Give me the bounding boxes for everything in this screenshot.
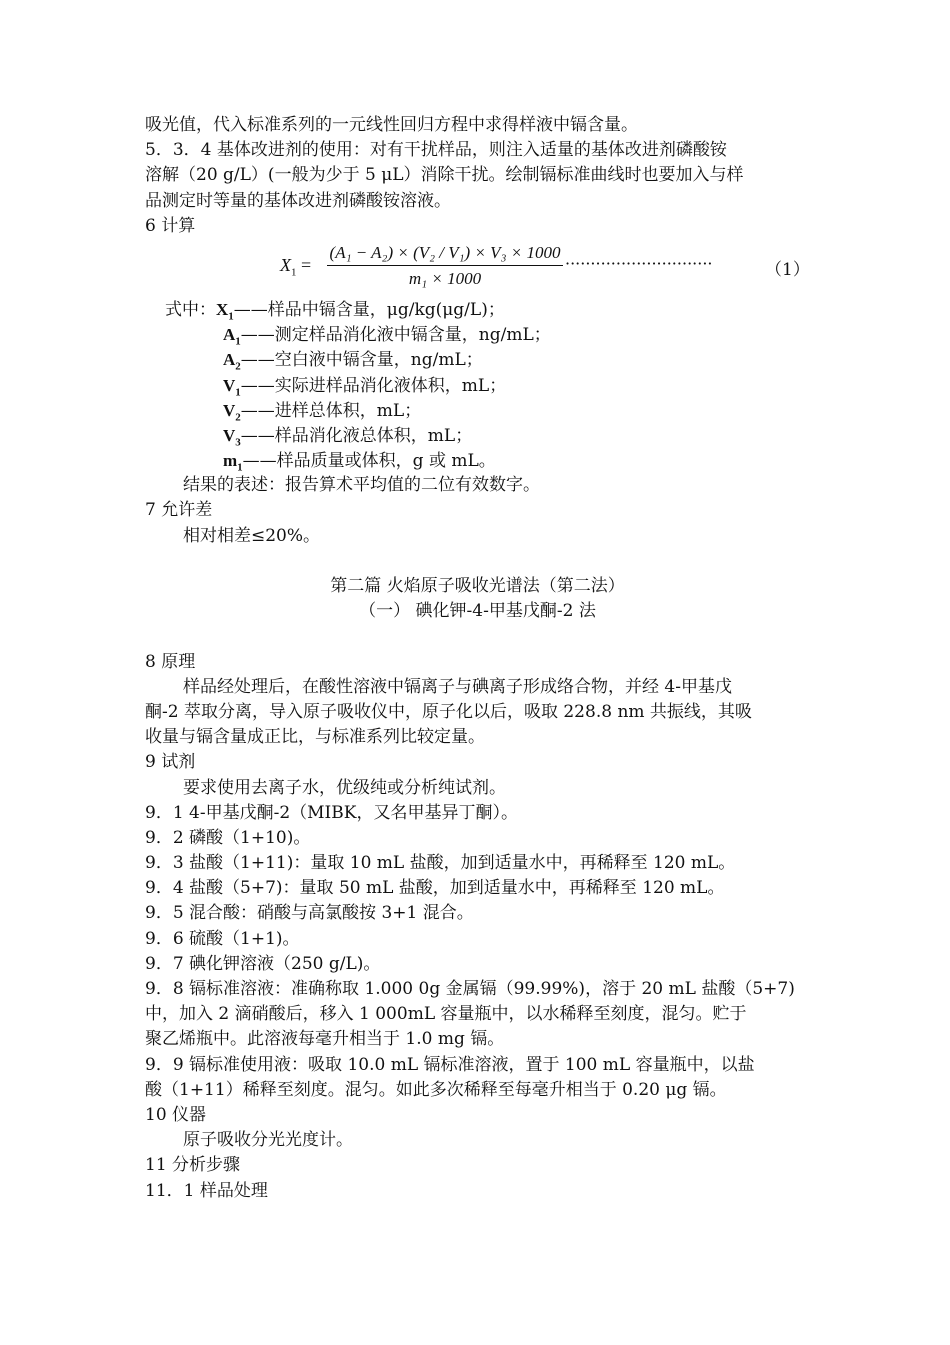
variable-symbol: $m_1$ bbox=[223, 451, 243, 474]
blank-line bbox=[145, 624, 810, 649]
variable-symbol: $X_1$ bbox=[216, 299, 234, 323]
formula-denominator: m₁ × 1000 bbox=[408, 268, 482, 288]
variable-row-6 bbox=[145, 423, 810, 448]
section-9-intro: 要求使用去离子水，优级纯或分析纯试剂。 bbox=[183, 777, 506, 798]
section-7-text: 相对相差≤20%。 bbox=[183, 525, 321, 546]
variable-desc: ——样品消化液总体积，mL； bbox=[240, 425, 473, 446]
variable-row-7 bbox=[145, 448, 810, 473]
variable-symbol: $A_2$ bbox=[223, 350, 241, 373]
clause-5-3-4: 5．3．4 基体改进剂的使用：对有干扰样品，则注入适量的基体改进剂磷酸铵 bbox=[145, 140, 727, 161]
variable-symbol: $V_3$ bbox=[223, 425, 241, 449]
section-10-text: 原子吸收分光光度计。 bbox=[183, 1130, 353, 1151]
reagent-item: 9．2 磷酸（1+10)。 bbox=[145, 827, 311, 848]
paragraph-line: 品测定时等量的基体改进剂磷酸铵溶液。 bbox=[145, 190, 451, 211]
variable-symbol: $A_1$ bbox=[223, 325, 241, 348]
variable-row-1 bbox=[145, 297, 810, 322]
section-8-heading: 8 原理 bbox=[145, 651, 196, 672]
equation-number: （1） bbox=[765, 259, 810, 280]
paragraph-line: 酸（1+11）稀释至刻度。混匀。如此多次稀释至每毫升相当于 0.20 μg 镉。 bbox=[145, 1079, 727, 1100]
formula-lhs: $X_1$ = bbox=[280, 254, 312, 279]
variable-row-4 bbox=[145, 373, 810, 398]
part-2-title: 第二篇 火焰原子吸收光谱法（第二法） bbox=[330, 576, 625, 596]
reagent-item: 9．5 混合酸：硝酸与高氯酸按 3+1 混合。 bbox=[145, 903, 474, 924]
variable-desc: ——样品中镉含量，μg/kg(μg/L)； bbox=[233, 299, 505, 320]
variable-desc: ——空白液中镉含量，ng/mL； bbox=[240, 350, 483, 371]
paragraph-line: 收量与镉含量成正比，与标准系列比较定量。 bbox=[145, 727, 485, 748]
section-11-heading: 11 分析步骤 bbox=[145, 1155, 241, 1176]
document-page bbox=[145, 113, 810, 1204]
paragraph-line: 溶解（20 g/L）(一般为少于 5 μL）消除干扰。绘制镉标准曲线时也要加入与样 bbox=[145, 165, 744, 186]
reagent-item: 9．3 盐酸（1+11)：量取 10 mL 盐酸，加到适量水中，再稀释至 120 mL。 bbox=[145, 853, 736, 874]
result-note: 结果的表述：报告算术平均值的二位有效数字。 bbox=[183, 475, 540, 496]
formula-fraction bbox=[325, 241, 565, 290]
variable-row-3 bbox=[145, 347, 810, 372]
variable-desc: ——实际进样品消化液体积，mL； bbox=[240, 375, 507, 396]
where-label: 式中： bbox=[165, 299, 216, 320]
section-9-heading: 9 试剂 bbox=[145, 752, 196, 773]
reagent-item: 9．6 硫酸（1+1)。 bbox=[145, 928, 300, 949]
reagent-item: 9．4 盐酸（5+7)：量取 50 mL 盐酸，加到适量水中，再稀释至 120 mL。 bbox=[145, 878, 725, 899]
paragraph-line: 中，加入 2 滴硝酸后，移入 1 000mL 容量瓶中，以水稀释至刻度，混匀。贮于 bbox=[145, 1004, 747, 1025]
calculation-formula bbox=[145, 241, 810, 293]
paragraph-line: 吸光值，代入标准系列的一元线性回归方程中求得样液中镉含量。 bbox=[145, 115, 638, 135]
variable-desc: ——测定样品消化液中镉含量，ng/mL； bbox=[240, 325, 551, 346]
blank-line bbox=[145, 549, 810, 574]
variable-desc: ——样品质量或体积，g 或 mL。 bbox=[242, 451, 496, 472]
section-7-heading: 7 允许差 bbox=[145, 500, 213, 521]
clause-11-1: 11．1 样品处理 bbox=[145, 1180, 268, 1201]
variable-symbol: $V_1$ bbox=[223, 375, 241, 398]
variable-symbol: $V_2$ bbox=[223, 400, 241, 424]
paragraph-line: 聚乙烯瓶中。此溶液每毫升相当于 1.0 mg 镉。 bbox=[145, 1029, 505, 1050]
section-10-heading: 10 仪器 bbox=[145, 1104, 207, 1125]
variable-desc: ——进样总体积，mL； bbox=[240, 400, 422, 421]
section-6-heading: 6 计算 bbox=[145, 215, 196, 236]
reagent-item: 9．7 碘化钾溶液（250 g/L)。 bbox=[145, 953, 381, 974]
variable-row-2 bbox=[145, 322, 810, 347]
paragraph-line: 酮-2 萃取分离，导入原子吸收仪中，原子化以后，吸取 228.8 nm 共振线，其吸 bbox=[145, 701, 752, 722]
variable-row-5 bbox=[145, 398, 810, 423]
leader-dots: ····························· bbox=[565, 253, 713, 273]
formula-numerator: (A₁ − A₂) × (V₂ / V₁) × V₃ × 1000 bbox=[329, 242, 561, 262]
reagent-item-9-8: 9．8 镉标准溶液：准确称取 1.000 0g 金属镉（99.99%)，溶于 20 mL 盐酸（5+7) bbox=[145, 979, 795, 999]
paragraph-line: 样品经处理后，在酸性溶液中镉离子与碘离子形成络合物，并经 4-甲基戊 bbox=[183, 676, 732, 697]
reagent-item-9-9: 9．9 镉标准使用液：吸取 10.0 mL 镉标准溶液，置于 100 mL 容量瓶中，以盐 bbox=[145, 1054, 755, 1075]
reagent-item: 9．1 4-甲基戊酮-2（MIBK，又名甲基异丁酮）。 bbox=[145, 802, 518, 823]
part-2-subtitle: （一） 碘化钾-4-甲基戊酮-2 法 bbox=[359, 601, 596, 622]
